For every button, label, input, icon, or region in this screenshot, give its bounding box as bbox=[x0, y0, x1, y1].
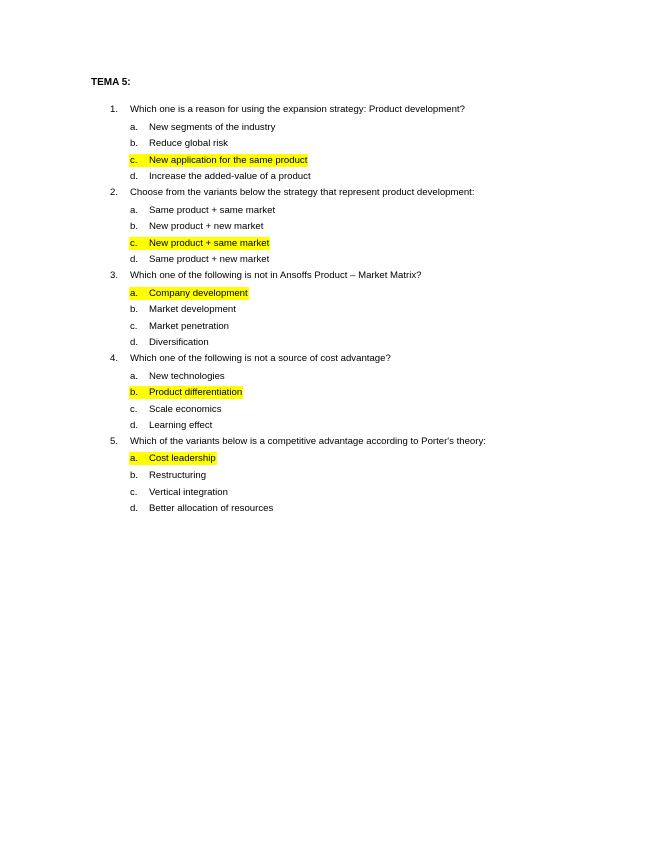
option-item-highlighted bbox=[0, 235, 655, 252]
option-item bbox=[0, 417, 655, 434]
option-text: Better allocation of resources bbox=[149, 503, 274, 515]
option-item-highlighted bbox=[0, 450, 655, 467]
question-number: 1. bbox=[110, 104, 119, 115]
option-item bbox=[0, 500, 655, 517]
option-letter: b. bbox=[130, 387, 139, 399]
question-text: Which one is a reason for using the expansion strategy: Product development? bbox=[130, 104, 465, 115]
option-list bbox=[0, 119, 655, 185]
option-item bbox=[0, 368, 655, 385]
answer-highlight bbox=[129, 287, 249, 300]
question-text: Which one of the following is not in Ansoffs Product – Market Matrix? bbox=[130, 269, 422, 281]
option-content bbox=[129, 170, 312, 183]
question-line bbox=[0, 185, 655, 202]
option-letter: d. bbox=[130, 171, 139, 183]
option-list bbox=[0, 285, 655, 351]
option-list bbox=[0, 202, 655, 268]
option-content bbox=[129, 253, 270, 266]
option-letter: c. bbox=[130, 154, 138, 166]
option-item bbox=[0, 119, 655, 136]
answer-highlight bbox=[129, 154, 308, 167]
option-text: Vertical integration bbox=[149, 486, 228, 498]
option-content bbox=[129, 502, 274, 515]
option-letter: d. bbox=[130, 337, 139, 349]
question-text: Which of the variants below is a competitive advantage according to Porter's theory: bbox=[130, 435, 486, 447]
question-list bbox=[0, 102, 655, 517]
option-item bbox=[0, 251, 655, 268]
option-text: Learning effect bbox=[149, 420, 213, 432]
option-text: Scale economics bbox=[149, 403, 222, 415]
question-number: 3. bbox=[110, 269, 119, 281]
question-text: Choose from the variants below the strategy that represent product development: bbox=[130, 186, 475, 198]
option-text: New technologies bbox=[149, 370, 225, 382]
option-text: Market penetration bbox=[149, 320, 229, 332]
answer-highlight bbox=[129, 452, 217, 465]
option-content bbox=[129, 303, 237, 316]
option-content bbox=[129, 220, 264, 233]
option-item bbox=[0, 202, 655, 219]
option-item-highlighted bbox=[0, 285, 655, 302]
option-letter: b. bbox=[130, 304, 139, 316]
option-text: Product differentiation bbox=[149, 387, 243, 399]
option-text: New segments of the industry bbox=[149, 121, 276, 133]
option-content bbox=[129, 137, 229, 150]
option-text: Restructuring bbox=[149, 470, 207, 482]
option-letter: a. bbox=[130, 204, 139, 216]
option-text: Company development bbox=[149, 287, 248, 299]
option-text: Market development bbox=[149, 304, 236, 316]
document-title: TEMA 5: bbox=[91, 77, 131, 88]
question-item bbox=[0, 268, 655, 351]
option-item-highlighted bbox=[0, 152, 655, 169]
option-item bbox=[0, 484, 655, 501]
option-text: New application for the same product bbox=[149, 154, 308, 166]
option-text: Same product + same market bbox=[149, 204, 276, 216]
option-letter: b. bbox=[130, 221, 139, 233]
option-content bbox=[129, 336, 210, 349]
question-item bbox=[0, 102, 655, 185]
question-line bbox=[0, 434, 655, 451]
option-text: New product + new market bbox=[149, 221, 264, 233]
option-content bbox=[129, 403, 223, 416]
question-line bbox=[0, 268, 655, 285]
question-item bbox=[0, 351, 655, 434]
option-item bbox=[0, 401, 655, 418]
option-item-highlighted bbox=[0, 384, 655, 401]
option-letter: d. bbox=[130, 420, 139, 432]
option-letter: d. bbox=[130, 503, 139, 515]
option-text: Same product + new market bbox=[149, 254, 270, 266]
option-letter: b. bbox=[130, 470, 139, 482]
option-list bbox=[0, 368, 655, 434]
option-content bbox=[129, 419, 213, 432]
option-letter: c. bbox=[130, 403, 138, 415]
option-item bbox=[0, 334, 655, 351]
question-item bbox=[0, 434, 655, 517]
question-number: 4. bbox=[110, 352, 119, 364]
option-item bbox=[0, 135, 655, 152]
option-text: Cost leadership bbox=[149, 453, 216, 465]
option-text: Reduce global risk bbox=[149, 138, 228, 150]
option-letter: a. bbox=[130, 287, 139, 299]
option-content bbox=[129, 204, 276, 217]
option-text: Increase the added-value of a product bbox=[149, 171, 311, 183]
option-content bbox=[129, 486, 229, 499]
question-number: 5. bbox=[110, 435, 119, 447]
option-letter: a. bbox=[130, 453, 139, 465]
question-line bbox=[0, 102, 655, 119]
option-item bbox=[0, 218, 655, 235]
question-text: Which one of the following is not a source of cost advantage? bbox=[130, 352, 391, 364]
option-item bbox=[0, 318, 655, 335]
option-item bbox=[0, 467, 655, 484]
option-letter: b. bbox=[130, 138, 139, 150]
option-letter: d. bbox=[130, 254, 139, 266]
option-list bbox=[0, 450, 655, 516]
option-letter: c. bbox=[130, 320, 138, 332]
option-text: Diversification bbox=[149, 337, 209, 349]
option-content bbox=[129, 121, 276, 134]
option-item bbox=[0, 168, 655, 185]
option-letter: a. bbox=[130, 370, 139, 382]
answer-highlight bbox=[129, 386, 243, 399]
question-line bbox=[0, 351, 655, 368]
question-item bbox=[0, 185, 655, 268]
option-text: New product + same market bbox=[149, 237, 270, 249]
option-letter: c. bbox=[130, 486, 138, 498]
answer-highlight bbox=[129, 237, 270, 250]
option-letter: a. bbox=[130, 121, 139, 133]
option-content bbox=[129, 370, 226, 383]
question-number: 2. bbox=[110, 186, 119, 198]
option-content bbox=[129, 320, 230, 333]
option-letter: c. bbox=[130, 237, 138, 249]
option-content bbox=[129, 469, 207, 482]
option-item bbox=[0, 301, 655, 318]
